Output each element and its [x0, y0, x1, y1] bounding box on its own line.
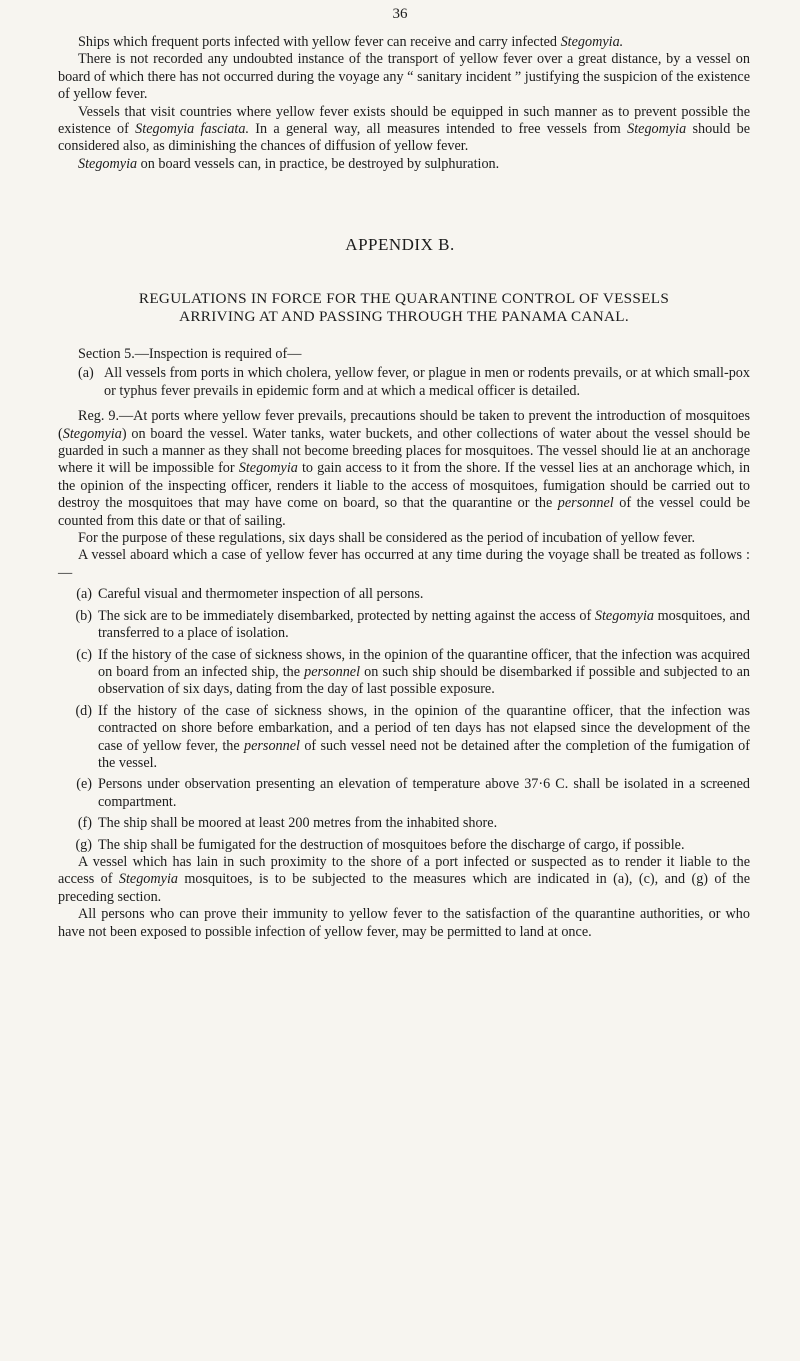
closing-paragraph-2: All persons who can prove their immunity to yellow fever to the satisfaction of the quarantine authorities, or who have not been exposed to possible infection of yellow fever, may be permitted to land at once. — [58, 906, 750, 940]
closing-paragraph-1 — [58, 854, 750, 906]
page-number: 36 — [392, 6, 408, 22]
item-text — [98, 608, 750, 643]
item-label: (g) — [75, 836, 92, 853]
d-t2: personnel — [244, 737, 300, 754]
c-t1: If the history of the case of sickness shows, in the opinion of the quarantine officer, that the infection was acquired on board from an infected ship, the — [98, 646, 750, 680]
intro-p1-italic: Stegomyia. — [560, 34, 624, 50]
item-text: The ship shall be fumigated for the destruction of mosquitoes before the discharge of cargo, if possible. — [98, 836, 685, 853]
item-label: (a) — [76, 586, 92, 603]
item-label: (f) — [77, 815, 92, 832]
list-item-a — [58, 586, 750, 603]
intro-paragraph-4 — [58, 156, 750, 173]
intro-p3-d: Stegomyia — [627, 121, 687, 138]
item-text: Careful visual and thermometer inspection of all persons. — [98, 586, 424, 603]
item-text: Persons under observation presenting an elevation of temperature above 37·6 C. shall be isolated in a screened compartment. — [98, 776, 750, 810]
list-item-f — [58, 815, 750, 832]
intro-p3-e: should be considered also, as diminishing the chances of diffusion of yellow fever. — [58, 121, 750, 155]
intro-paragraph-3 — [58, 104, 750, 156]
list-item-b — [58, 608, 750, 643]
b-t3: mosquitoes, and transferred to a place of isolation. — [98, 607, 750, 642]
c-t2: personnel — [304, 663, 361, 680]
item-label: (a) — [78, 365, 94, 382]
item-label: (b) — [75, 607, 92, 624]
d-t1: If the history of the case of sickness shows, in the opinion of the quarantine officer, that the infection was contracted on shore before embarkation, and a period of ten days has not elapsed since the development of the case of yellow fever, the — [98, 702, 750, 754]
reg-9-paragraph — [58, 408, 750, 530]
item-text: The ship shall be moored at least 200 metres from the inhabited shore. — [98, 815, 498, 832]
intro-paragraph-2: There is not recorded any undoubted instance of the transport of yellow fever over a great distance, by a vessel on board of which there has not occurred during the voyage any “ sanitary incident ” justifying the suspicion of the existence of yellow fever. — [58, 51, 750, 103]
appendix-heading: APPENDIX B. — [345, 235, 455, 254]
intro-p3-c: In a general way, all measures intended to free vessels from — [249, 121, 628, 138]
section-5-heading: Section 5.—Inspection is required of— — [78, 346, 302, 362]
regulations-title — [58, 290, 750, 326]
closing-p1-a: A vessel which has lain in such proximity to the shore of a port infected or suspected as to render it liable to the access of — [58, 853, 750, 888]
d-t3: of such vessel need not be detained after the completion of the fumigation of the vessel. — [98, 737, 751, 771]
list-item-c — [58, 647, 750, 699]
list-item-d — [58, 703, 750, 773]
closing-p1-c: mosquitoes, is to be subjected to the measures which are indicated in (a), (c), and (g) of the preceding section. — [58, 871, 750, 905]
b-t2: Stegomyia — [594, 607, 654, 624]
intro-p3-b: Stegomyia fasciata. — [135, 121, 250, 138]
incubation-paragraph: For the purpose of these regulations, six days shall be considered as the period of incubation of yellow fever. — [78, 530, 695, 547]
item-text — [98, 703, 750, 773]
item-text: All vessels from ports in which cholera, yellow fever, or plague in men or rodents prevails, or at which small-pox or typhus fever prevails in epidemic form and at which a medical officer is detailed. — [104, 365, 750, 399]
reg9-t4: Stegomyia — [238, 460, 298, 477]
item-text — [98, 647, 750, 699]
reg9-t5: to gain access to it from the shore. If the vessel lies at an anchorage which, in the opinion of the inspecting officer, renders it liable to the access of mosquitoes, fumigation should be carried out to destroy the mosquitoes that may have come on board, so that the quarantine or the — [58, 460, 750, 512]
reg9-t6: personnel — [557, 495, 614, 512]
reg9-t7: of the vessel could be counted from this date or that of sailing. — [58, 495, 750, 529]
list-item-g — [58, 837, 750, 854]
vessel-intro-paragraph: A vessel aboard which a case of yellow fever has occurred at any time during the voyage shall be treated as follows :— — [58, 547, 750, 581]
item-label: (e) — [76, 776, 92, 793]
intro-p4-a: Stegomyia — [78, 155, 138, 172]
item-label: (c) — [76, 646, 92, 663]
c-t3: on such ship should be disembarked if possible and subjected to an observation of six days, dating from the day of last possible exposure. — [98, 663, 750, 698]
reg9-t2: Stegomyia — [62, 425, 122, 442]
section-5-item-a — [58, 365, 750, 400]
regulations-title-line-2: ARRIVING AT AND PASSING THROUGH THE PANAMA CANAL. — [179, 308, 629, 325]
intro-paragraph-1 — [58, 34, 750, 51]
intro-p3-a: Vessels that visit countries where yellow fever exists should be equipped in such manner as to prevent possible the existence of — [58, 103, 750, 138]
closing-p1-b: Stegomyia — [118, 871, 178, 888]
intro-p1-text: Ships which frequent ports infected with yellow fever can receive and carry infected — [78, 34, 558, 50]
list-item-e — [58, 776, 750, 811]
intro-p4-b: on board vessels can, in practice, be destroyed by sulphuration. — [137, 155, 500, 172]
regulations-body — [58, 346, 750, 941]
regulations-title-line-1: REGULATIONS IN FORCE FOR THE QUARANTINE CONTROL OF VESSELS — [138, 290, 670, 307]
reg9-t1: Reg. 9.—At ports where yellow fever prevails, precautions should be taken to prevent the introduction of mosquitoes ( — [58, 408, 750, 442]
intro-section — [58, 34, 750, 173]
b-t1: The sick are to be immediately disembarked, protected by netting against the access of — [98, 607, 595, 624]
reg9-t3: ) on board the vessel. Water tanks, water buckets, and other collections of water about the vessel should be guarded in such a manner as they shall not become breeding places for mosquitoes. The vessel should lie at an anchorage where it will be impossible for — [58, 425, 750, 477]
item-label: (d) — [75, 702, 92, 719]
